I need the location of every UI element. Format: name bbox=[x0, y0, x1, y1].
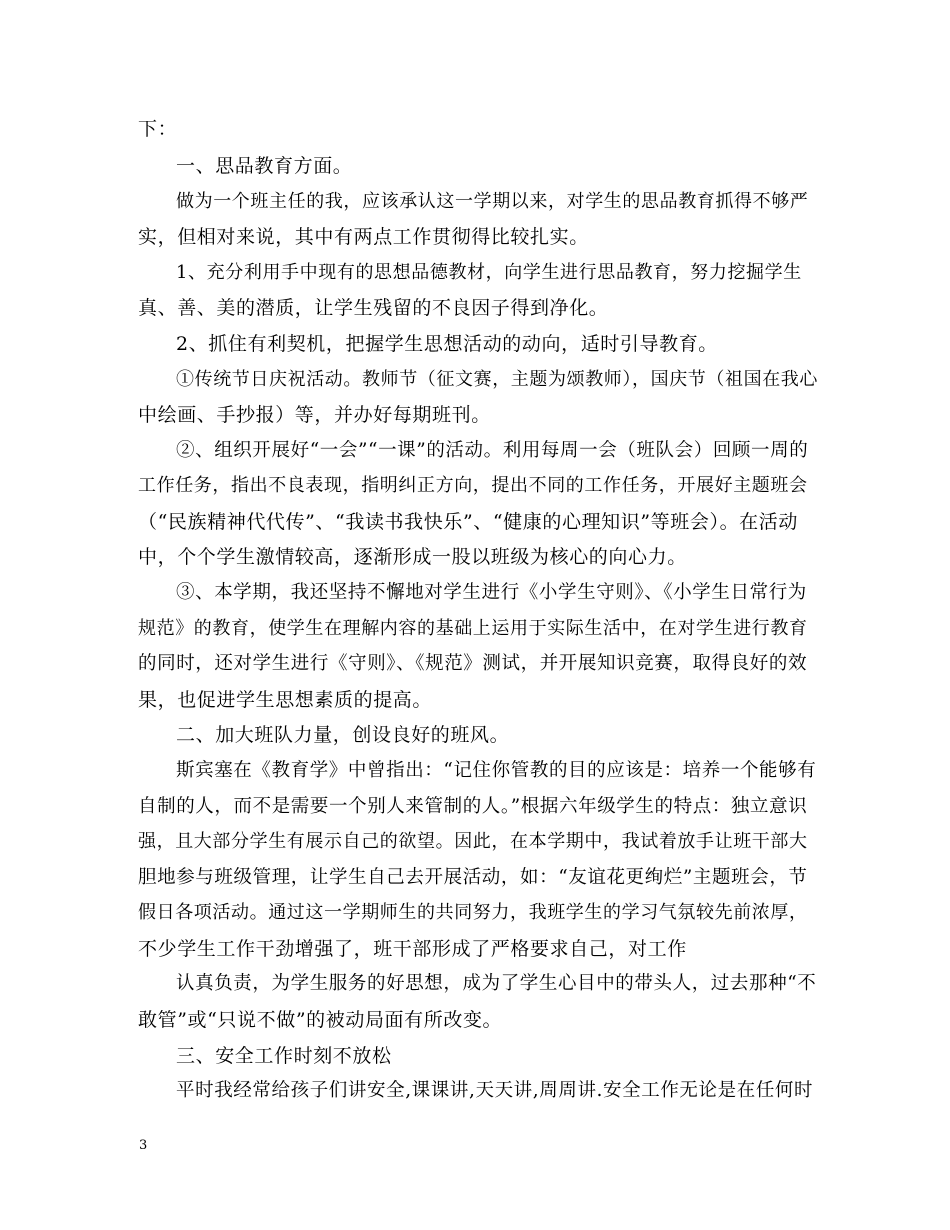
text-line: 果，也促进学生思想素质的提高。 bbox=[138, 689, 433, 711]
text-line: ②、组织开展好“一会”“一课”的活动。利用每周一会（班队会）回顾一周的 bbox=[176, 440, 809, 461]
text-line: 规范》的教育，使学生在理解内容的基础上运用于实际生活中，在对学生进行教育 bbox=[138, 618, 808, 639]
text-line: 中绘画、手抄报）等，并办好每期班刊。 bbox=[138, 404, 491, 426]
section-heading: 一、思品教育方面。 bbox=[176, 155, 353, 177]
text-line: （“民族精神代代传”、“我读书我快乐”、“健康的心理知识”等班会）。在活动 bbox=[138, 511, 798, 533]
text-line: 真、善、美的潜质，让学生残留的不良因子得到净化。 bbox=[138, 297, 609, 319]
text-line: 做为一个班主任的我，应该承认这一学期以来，对学生的思品教育抓得不够严 bbox=[176, 191, 809, 212]
text-line: 平时我经常给孩子们讲安全,课课讲,天天讲,周周讲.安全工作无论是在任何时 bbox=[176, 1080, 814, 1101]
text-line: 的同时，还对学生进行《守则》、《规范》测试，并开展知识竞赛，取得良好的效 bbox=[138, 653, 808, 674]
section-heading: 二、加大班队力量，创设良好的班风。 bbox=[176, 724, 510, 746]
text-line: 认真负责，为学生服务的好思想，成为了学生心目中的带头人，过去那种“不 bbox=[176, 973, 817, 994]
text-line: 1、充分利用手中现有的思想品德教材，向学生进行思品教育，努力挖掘学生 bbox=[176, 262, 802, 283]
page-number: 3 bbox=[139, 1138, 148, 1153]
section-heading: 三、安全工作时刻不放松 bbox=[176, 1045, 392, 1067]
text-line: 斯宾塞在《教育学》中曾指出：“记住你管教的目的应该是：培养一个能够有 bbox=[176, 760, 817, 781]
text-line: 实，但相对来说，其中有两点工作贯彻得比较扎实。 bbox=[138, 226, 589, 248]
text-line: 强，且大部分学生有展示自己的欲望。因此，在本学期中，我试着放手让班干部大 bbox=[138, 831, 808, 852]
text-line: 不少学生工作干劲增强了，班干部形成了严格要求自己，对工作 bbox=[138, 938, 687, 960]
text-line: 工作任务，指出不良表现，指明纠正方向，提出不同的工作任务，开展好主题班会 bbox=[138, 475, 808, 496]
text-line: ①传统节日庆祝活动。教师节（征文赛，主题为颂教师），国庆节（祖国在我心 bbox=[176, 369, 818, 390]
text-line: 敢管”或“只说不做”的被动局面有所改变。 bbox=[138, 1009, 503, 1031]
text-line: 中，个个学生激情较高，逐渐形成一股以班级为核心的向心力。 bbox=[138, 546, 687, 568]
text-line: 自制的人，而不是需要一个别人来管制的人。”根据六年级学生的特点：独立意识 bbox=[138, 796, 808, 817]
text-line: ③、本学期，我还坚持不懈地对学生进行《小学生守则》、《小学生日常行为 bbox=[176, 582, 807, 603]
text-line: 假日各项活动。通过这一学期师生的共同努力，我班学生的学习气氛较先前浓厚， bbox=[138, 902, 808, 923]
text-line: 下： bbox=[138, 118, 178, 140]
text-line: 2、抓住有利契机，把握学生思想活动的动向，适时引导教育。 bbox=[176, 333, 718, 355]
text-line: 胆地参与班级管理，让学生自己去开展活动，如：“友谊花更绚烂”主题班会，节 bbox=[138, 867, 808, 888]
